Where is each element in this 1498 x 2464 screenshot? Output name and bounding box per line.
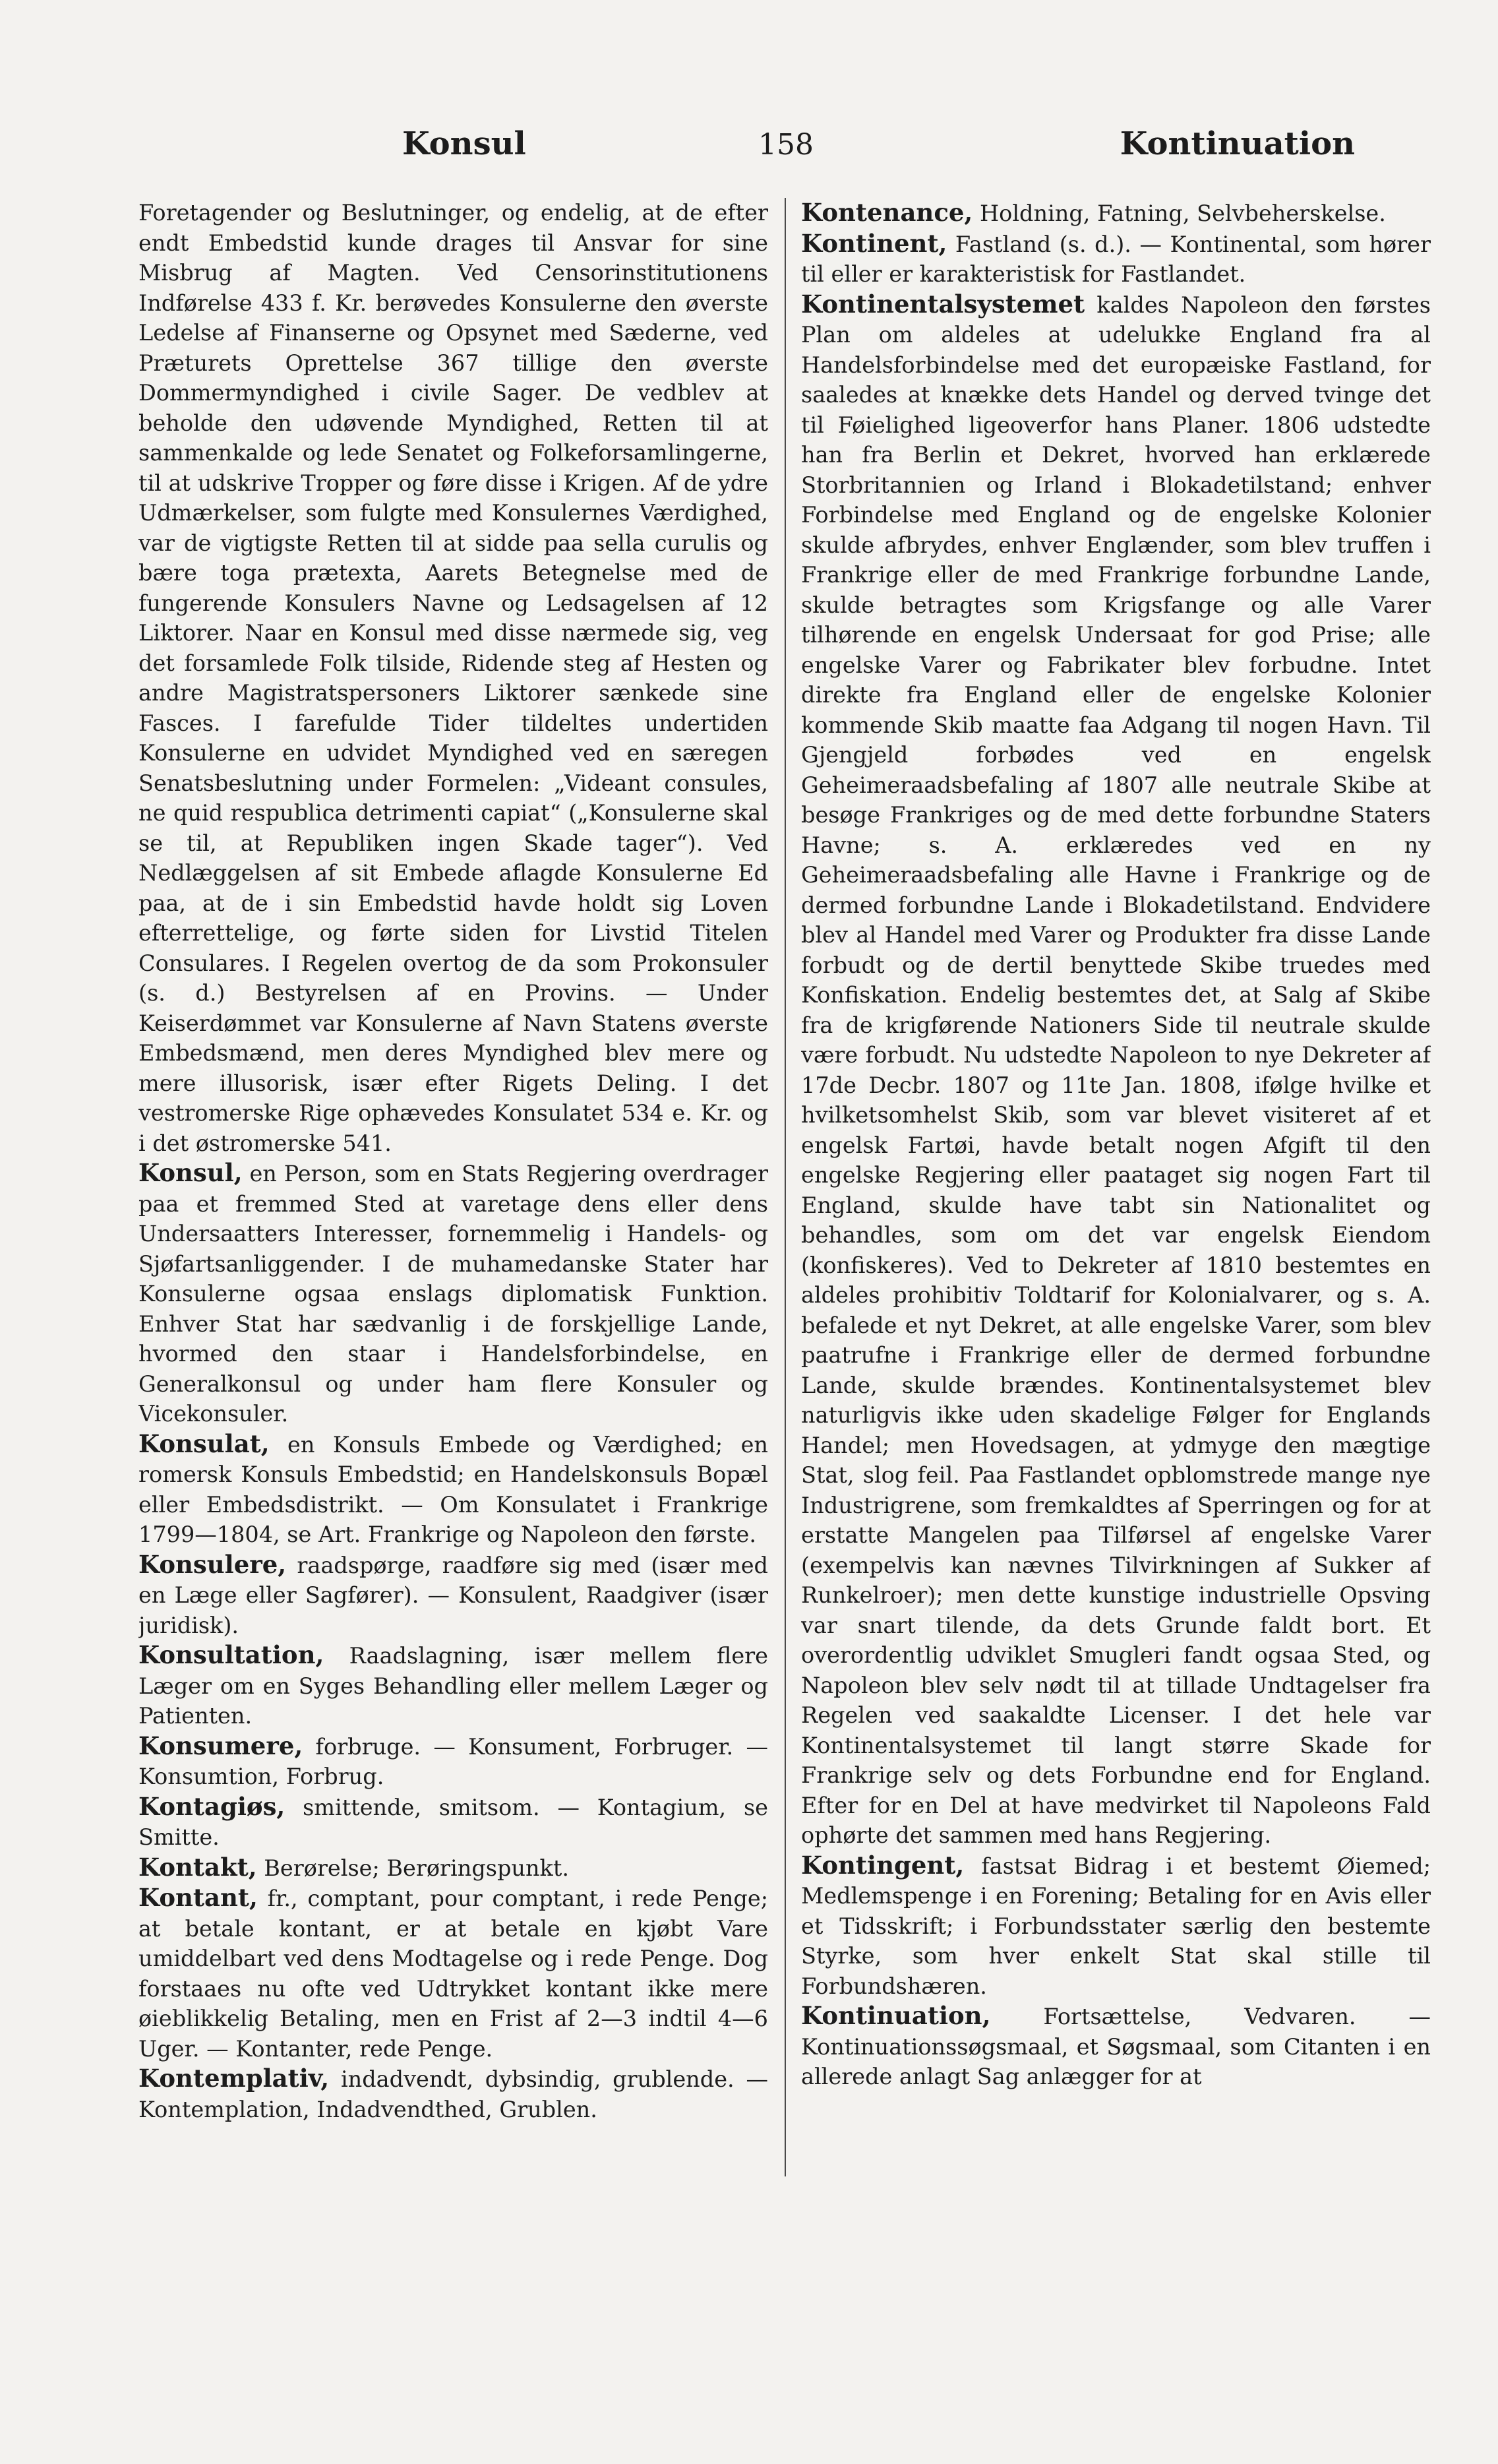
header-right-guideword: Kontinuation — [1120, 125, 1355, 162]
entry-text: fastsat Bidrag i et bestemt Øiemed; Medlemspenge i en Forening; Betaling for en Avis eller et Tidsskrift; i Forbundsstater særlig den bestemte Styrke, som hver enkelt Stat skal stille til Forbundshæren. — [801, 1853, 1431, 1999]
entry-text: Raadslagning, især mellem flere Læger om en Syges Behandling eller mellem Læger og Patienten. — [138, 1643, 768, 1729]
page-number: 158 — [758, 128, 814, 162]
entry-konsumere — [138, 1731, 768, 1792]
entry-kontant — [138, 1883, 768, 2064]
entry-kontingent — [801, 1851, 1431, 2002]
entry-konsulere — [138, 1550, 768, 1641]
entry-kontemplativ — [138, 2064, 768, 2124]
entry-text: Foretagender og Beslutninger, og endelig, at de efter endt Embedstid kunde drages til Ansvar for sine Misbrug af Magten. Ved Censorinstitutionens Indførelse 433 f. Kr. berøvedes Konsulerne den øverste Ledelse af Finanserne og Opsynet med Sæderne, ved Præturets Oprettelse 367 tillige den øverste Dommermyndighed i civile Sager. De vedblev at beholde den udøvende Myndighed, Retten til at sammenkalde og lede Senatet og Folkeforsamlingerne, til at udskrive Tropper og føre disse i Krigen. Af de ydre Udmærkelser, som fulgte med Konsulernes Værdighed, var de vigtigste Retten til at sidde paa sella curulis og bære toga prætexta, Aarets Betegnelse med de fungerende Konsulers Navne og Ledsagelsen af 12 Liktorer. Naar en Konsul med disse nærmede sig, veg det forsamlede Folk tilside, Ridende steg af Hesten og andre Magistratspersoners Liktorer sænkede sine Fasces. I farefulde Tider tildeltes undertiden Konsulerne en udvidet Myndighed ved en særegen Senatsbeslutning under Formelen: „Videant consules, ne quid respublica detrimenti capiat“ („Konsulerne skal se til, at Republiken ingen Skade tager“). Ved Nedlæggelsen af sit Embede aflagde Konsulerne Ed paa, at de i sin Embedstid havde holdt sig Loven efterrettelige, og førte siden for Livstid Titelen Consulares. I Regelen overtog de da som Prokonsuler (s. d.) Bestyrelsen af en Provins. — Under Keiserdømmet var Konsulerne af Navn Statens øverste Embedsmænd, men deres Myndighed blev mere og mere illusorisk, især efter Rigets Deling. I det vestromerske Rige ophævedes Konsulatet 534 e. Kr. og i det østromerske 541. — [138, 200, 768, 1156]
entry-kontenance — [801, 198, 1431, 229]
entry-konsultation — [138, 1640, 768, 1731]
entry-headword: Konsultation, — [138, 1640, 324, 1669]
entry-text: Holdning, Fatning, Selvbeherskelse. — [979, 200, 1386, 226]
entry-kontinent — [801, 229, 1431, 290]
entry-headword: Konsulere, — [138, 1549, 287, 1579]
entry-text: Fortsættelse, Vedvaren. — Kontinuationssøgsmaal, et Søgsmaal, som Citanten i en allerede anlagt Sag anlægger for at — [801, 2004, 1431, 2089]
entry-text: Fastland (s. d.). — Kontinental, som hører til eller er karakteristisk for Fastlandet. — [801, 231, 1431, 287]
entry-kontinentalsystemet — [801, 290, 1431, 1851]
column-divider — [785, 198, 786, 2176]
entry-kontagios — [138, 1792, 768, 1853]
entry-headword: Konsulat, — [138, 1429, 270, 1458]
entry-headword: Kontingent, — [801, 1850, 965, 1880]
entry-konsulat — [138, 1429, 768, 1550]
entry-text: fr., comptant, pour comptant, i rede Penge; at betale kontant, er at betale en kjøbt Vare umiddelbart ved dens Modtagelse og i rede Penge. Dog forstaaes nu ofte ved Udtrykket kontant ikke mere øieblikkelig Betaling, men en Frist af 2—3 indtil 4—6 Uger. — Kontanter, rede Penge. — [138, 1886, 768, 2062]
entry-continued — [138, 198, 768, 1158]
right-column — [801, 198, 1431, 2256]
left-column — [138, 198, 768, 2256]
header-left-guideword: Konsul — [402, 125, 526, 162]
entry-headword: Konsul, — [138, 1158, 243, 1187]
entry-headword: Kontinuation, — [801, 2001, 991, 2030]
running-header — [132, 125, 1437, 178]
entry-text: kaldes Napoleon den førstes Plan om aldeles at udelukke England fra al Handelsforbindelse med det europæiske Fastland, for saaledes at knække dets Handel og derved tvinge det til Føielighed ligeoverfor hans Planer. 1806 udstedte han fra Berlin et Dekret, hvorved han erklærede Storbritannien og Irland i Blokadetilstand; enhver Forbindelse med England og de engelske Kolonier skulde afbrydes, enhver Englænder, som blev truffen i Frankrige eller de med Frankrige forbundne Lande, skulde betragtes som Krigsfange og alle Varer tilhørende en engelsk Undersaat for god Prise; alle engelske Varer og Fabrikater blev forbudne. Intet direkte fra England eller de engelske Kolonier kommende Skib maatte faa Adgang til nogen Havn. Til Gjengjeld forbødes ved en engelsk Geheimeraadsbefaling af 1807 alle neutrale Skibe at besøge Frankriges og de med dette forbundne Staters Havne; s. A. erklæredes ved en ny Geheimeraadsbefaling alle Havne i Frankrige og de dermed forbundne Lande i Blokadetilstand. Endvidere blev al Handel med Varer og Produkter fra disse Lande forbudt og de dertil benyttede Skibe truedes med Konfiskation. Endelig bestemtes det, at Salg af Skibe fra de krigførende Nationers Side til neutrale skulde være forbudt. Nu udstedte Napoleon to nye Dekreter af 17de Decbr. 1807 og 11te Jan. 1808, ifølge hvilke et hvilketsomhelst Skib, som var blevet visiteret af et engelsk Fartøi, havde betalt nogen Afgift til den engelske Regjering eller paataget sig nogen Fart til England, skulde have tabt sin Nationalitet og behandles, som om det var engelsk Eiendom (konfiskeres). Ved to Dekreter af 1810 bestemtes en aldeles prohibitiv Toldtarif for Kolonialvarer, og s. A. befalede et nyt Dekret, at alle engelske Varer, som blev paatrufne i Frankrige eller de dermed forbundne Lande, skulde brændes. Kontinentalsystemet blev naturligvis ikke uden skadelige Følger for Englands Handel; men Hovedsagen, at ydmyge den mægtige Stat, slog feil. Paa Fastlandet opblomstrede mange nye Industrigrene, som fremkaldtes af Sperringen og for at erstatte Mangelen paa Tilførsel af engelske Varer (exempelvis kan nævnes Tilvirkningen af Sukker af Runkelroer); men dette kunstige industrielle Opsving var snart tilende, da dets Grunde faldt bort. Et overordentlig udviklet Smugleri fandt ogsaa Sted, og Napoleon blev selv nødt til at tillade Undtagelser fra Regelen ved saakaldte Licenser. I det hele var Kontinentalsystemet til langt større Skade for Frankrige selv og dets Forbundne end for England. Efter for en Del at have medvirket til Napoleons Fald ophørte det sammen med hans Regjering. — [801, 292, 1431, 1848]
entry-konsul — [138, 1158, 768, 1429]
entry-text: indadvendt, dybsindig, grublende. — Kontemplation, Indadvendthed, Grublen. — [138, 2066, 768, 2122]
entry-headword: Kontagiøs, — [138, 1791, 285, 1821]
entry-text: raadspørge, raadføre sig med (især med en Læge eller Sagfører). — Konsulent, Raadgiver (især juridisk). — [138, 1552, 768, 1638]
entry-text: en Konsuls Embede og Værdighed; en romersk Konsuls Embedstid; en Handelskonsuls Bopæl eller Embedsdistrikt. — Om Konsulatet i Frankrige 1799—1804, se Art. Frankrige og Napoleon den første. — [138, 1431, 768, 1547]
entry-text: en Person, som en Stats Regjering overdrager paa et fremmed Sted at varetage dens eller dens Undersaatters Interesser, fornemmelig i Handels- og Sjøfartsanliggender. I de muhamedanske Stater har Konsulerne ogsaa enslags diplomatisk Funktion. Enhver Stat har sædvanlig i de forskjellige Lande, hvormed den staar i Handelsforbindelse, en Generalkonsul og under ham flere Konsuler og Vicekonsuler. — [138, 1161, 768, 1427]
entry-headword: Kontinent, — [801, 228, 947, 258]
entry-kontinuation — [801, 2001, 1431, 2092]
entry-text: Berørelse; Berøringspunkt. — [264, 1855, 569, 1881]
entry-text: forbruge. — Konsument, Forbruger. — Konsumtion, Forbrug. — [138, 1733, 768, 1789]
entry-text: smittende, smitsom. — Kontagium, se Smitte. — [138, 1794, 768, 1850]
entry-headword: Konsumere, — [138, 1731, 303, 1760]
entry-headword: Kontant, — [138, 1883, 258, 1912]
entry-headword: Kontinentalsystemet — [801, 289, 1085, 319]
entry-headword: Kontakt, — [138, 1852, 257, 1882]
entry-headword: Kontemplativ, — [138, 2064, 330, 2093]
entry-headword: Kontenance, — [801, 198, 973, 227]
entry-kontakt — [138, 1853, 768, 1884]
